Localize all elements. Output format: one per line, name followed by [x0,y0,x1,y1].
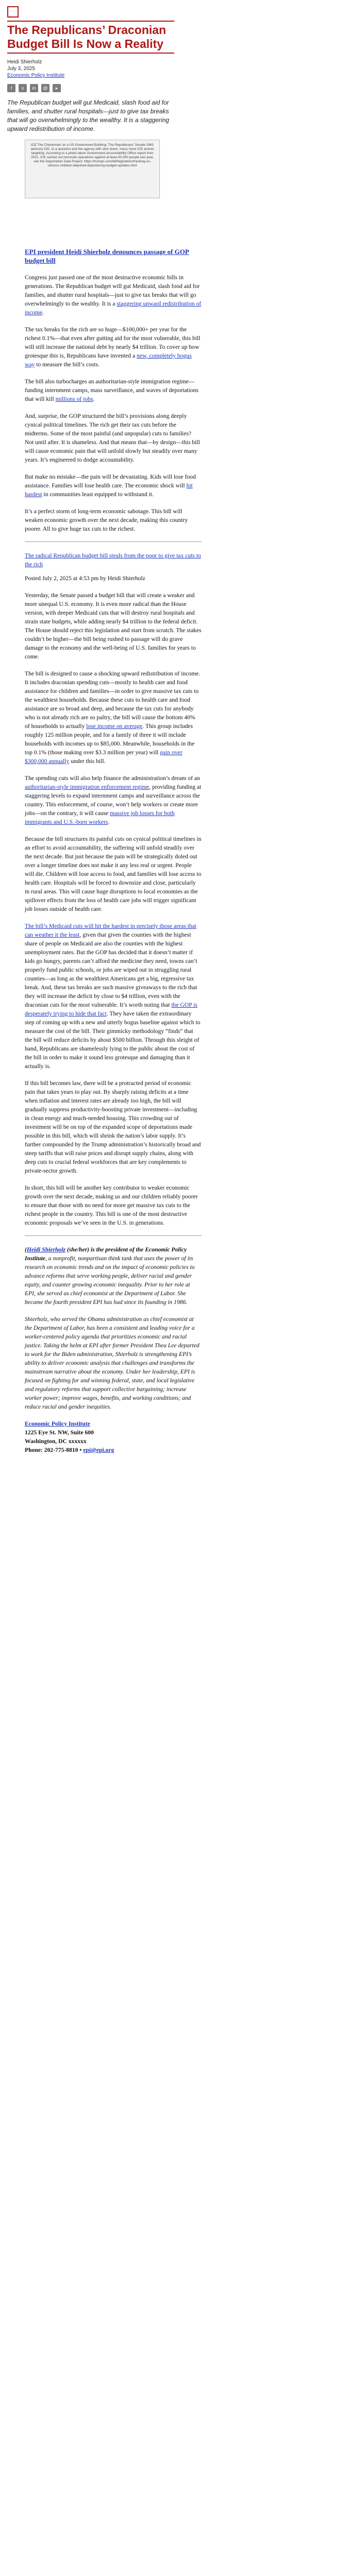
inline-link[interactable]: massive job losses for both immigrants and U.S.-born workers [25,810,175,825]
divider [25,541,202,542]
contact-block [25,1419,202,1454]
paragraph: In short, this bill will be another key contributor to weaker economic growth over the next decade, making us and our children reliably poorer to ensure that those with no need for more get massive tax cuts to the richest people in the country. This bill is one of the most destructive economic proposals we’ve seen in the U.S. in generations. [25,1184,198,1226]
headline[interactable]: The Republicans’ Draconian Budget Bill Is Now a Reality [7,21,174,54]
inline-link[interactable]: authoritarian-style immigration enforcement regime [25,784,150,790]
publish-date: July 3, 2025 [7,66,35,72]
inline-link[interactable]: the GOP is desperately trying to hide that fact [25,1002,198,1017]
contact-address-line: 1225 Eye St. NW, Suite 600 [25,1429,94,1436]
photo-caption: ICE The Checkmark on a US Government Building: The Republicans' Senate SMS advisory ICE, to a question and the agency with shut down, many more ICE arrests targeting. According to a photo taken Government accountability Office report from 2021. ICE carried out removals operations against at least 60,000 people last year, see the Deportation Data Project: https://trumps.com/bill/legislation/tracking-us-citizens-children-deported-deported-by-budget-updates.html [30,143,154,167]
paragraph: The bill is designed to cause a shocking upward redistribution of income. It includes draconian spending cuts—mostly to health care and food assistance for children and families—in order to give massive tax cuts to the wealthiest households. Because these cuts to health care and food assistance are so broad and deep, and because the tax cuts for anybody who is not already rich are so paltry, the bill will cause the bottom 40% of households to actually lose income on average. This group includes roughly 125 million people, and for a family of three it will include households with incomes up to $85,000. Meanwhile, households in the top 0.1% (those making over $3.3 million per year) will gain over $300,000 annually under this bill. [25,670,201,765]
article-body [25,247,202,1463]
email-icon[interactable]: @ [41,84,50,92]
article-deck: The Republican budget will gut Medicaid, slash food aid for families, and shutter rural hospitals—just to give tax breaks that will go overwhelmingly to the wealthy. It is a staggering upward redistribution of income. [7,99,169,132]
paragraph: But make no mistake—the pain will be devastating. Kids will lose food assistance. Families will lose health care. The economic shock will hit hardest in communities least equipped to withstand it. [25,473,196,498]
author-bio-continued: Shierholz, who served the Obama administration as chief economist at the Department of Labor, has been a consistent and leading voice for a worker-centered policy agenda that prioritizes economic and racial justice. Taking the helm at EPI after former President Thea Lee departed to work for the Biden administration, Shierholz is strengthening EPI’s ability to deliver economic analysis that challenges and transforms the mainstream narrative about the economy. Under her leadership, EPI is focused on fighting for and winning federal, state, and local legislative and regulatory reforms that support collective bargaining; increase worker power; improve wages, benefits, and working conditions; and reduce racial and gender inequities. [25,1316,200,1410]
inline-link[interactable]: millions of jobs [55,396,93,402]
paragraph: The tax breaks for the rich are so huge—$100,000+ per year for the richest 0.1%—that even after gutting aid for the most vulnerable, this bill will still increase the national debt by nearly $4 trillion. To cover up how grotesque this is, Republicans have invented a new, completely bogus way to measure the bill’s costs. [25,326,201,368]
inline-link[interactable]: hit hardest [25,482,193,498]
inline-link[interactable]: gain over $300,000 annually [25,749,183,765]
linkedin-icon[interactable]: in [30,84,38,92]
posted-line: Posted July 2, 2025 at 4:53 pm by Heidi Shierholz [25,575,145,582]
org-link[interactable]: Economic Policy Institute [7,73,65,78]
inline-link[interactable]: new, completely bogus way [25,352,192,368]
paragraph: The spending cuts will also help finance the administration’s dream of an authoritarian-style immigration enforcement regime, providing funding at staggering levels to expand internment camps and surveillance across the country. This enforcement, of course, won’t help workers or create more jobs—on the contrary, it will cause massive job losses for both immigrants and U.S.-born workers. [25,775,202,825]
inline-link[interactable]: staggering upward redistribution of income [25,300,202,316]
paragraph: Yesterday, the Senate passed a budget bill that will create a weaker and more unequal U.S. economy. It is even more radical than the House version, with deeper Medicaid cuts that will destroy rural hospitals and strain state budgets, while adding nearly $4 trillion to the federal deficit. The House should reject this legislation and start from scratch. The stakes couldn’t be higher—the bill being rushed to passage will do grave damage to the economy and the well-being of U.S. families for years to come. [25,592,202,660]
paragraph: And, surprise, the GOP structured the bill’s provisions along deeply cynical political timelines. The rich get their tax cuts before the midterms. Some of the most painful (and unpopular) cuts to families? Not until after. It is shameless. And that means that—by design—this bill will cause economic pain that will unfold slowly but steadily over many years. It’s engineered to dodge accountability. [25,413,200,463]
share-icon[interactable]: ▸ [53,84,61,92]
masthead-logo[interactable] [7,6,19,18]
author-name: Heidi Shierholz [7,59,42,65]
lead-article-link-wrap [25,247,202,265]
x-icon[interactable]: x [19,84,27,92]
contact-email-link[interactable]: epi@epi.org [83,1447,114,1453]
share-icons [7,84,174,92]
divider [25,1235,202,1236]
second-article-link-wrap [25,551,202,569]
paragraph: If this bill becomes law, there will be a protracted period of economic pain that takes years to play out. By sharply raising deficits at a time when inflation and interest rates are already too high, the bill will gradually suppress productivity-boosting private investment—including in clean energy and much-needed housing. This crowding out of investment will be on top of the expanded scope of deportations made possible in this bill, which will shrink the nation’s labor supply. It’s further compounded by the Trump administration’s historically broad and steep tariffs that will raise prices and disrupt supply chains, along with deep cuts to crucial federal workforces that are key complements to private-sector growth. [25,1080,201,1174]
lead-article-link[interactable]: EPI president Heidi Shierholz denounces passage of GOP budget bill [25,248,189,264]
paragraph: Because the bill structures its painful cuts on cynical political timelines in an effort to avoid accountability, the suffering will unfold steadily over the next decade. But just because the pain will be strategically doled out over a longer timeline does not make it any less real or urgent. People will die. Children will lose access to food, and families will lose access to health care. Hospitals will be forced to downsize and close, particularly in rural areas. This will cause huge disruptions to local economies as the spillover effects from the loss of health care jobs will trigger significant job losses outside of health care. [25,836,202,912]
facebook-icon[interactable]: f [7,84,15,92]
paragraph: The bill also turbocharges an authoritarian-style immigration regime—funding internment camps, mass surveillance, and waves of deportations that will kill millions of jobs. [25,378,199,402]
inline-link[interactable]: The bill’s Medicaid cuts will hit the hardest in precisely those areas that can weather it the least [25,923,196,938]
paragraph: The bill’s Medicaid cuts will hit the hardest in precisely those areas that can weather it the least, given that given the counties with the highest share of people on Medicaid are also the counties with the highest unemployment rates. But the GOP has decided that it doesn’t matter if kids go hungry, parents can’t afford the medicine they need, towns can’t properly fund public schools, or jobs are wiped out in struggling rural counties—as long as the wealthiest Americans get a big, regressive tax break. And, these tax breaks are such massive giveaways to the rich that they will increase the deficit by close to $4 trillion, even with the draconian cuts for the most vulnerable. It’s worth noting that the GOP is desperately trying to hide that fact. They have taken the extraordinary step of coming up with a new and utterly bogus baseline against which to measure the cost of the bill. Their gimmicky methodology “finds” that the bill will reduce deficits by about $500 billion. Through this sleight of hand, Republicans are shamelessly lying to the public about the cost of the bill in order to make it sound less grotesque and damaging than it actually is. [25,923,201,1070]
article-header [7,6,174,198]
byline [7,59,174,79]
inline-link[interactable]: lose income on average [86,723,143,730]
article-photo [25,140,160,198]
contact-phone: Phone: 202-775-8810 • [25,1447,84,1453]
contact-address-line: Washington, DC xxxxxx [25,1438,87,1445]
paragraph: Congress just passed one of the most destructive economic bills in generations. The Republican budget will gut Medicaid, slash food aid for families, and shutter rural hospitals—just to give tax breaks that will go overwhelmingly to the wealthy. It is a staggering upward redistribution of income. [25,274,202,316]
contact-org-link[interactable]: Economic Policy Institute [25,1420,90,1427]
author-bio: (Heidi Shierholz (she/her) is the president of the Economic Policy Institute, a nonprofit, nonpartisan think tank that uses the power of its research on economic trends and on the impact of economic policies to advance reforms that serve working people, deliver racial and gender equity, and counter growing economic inequality. Prior to her role at EPI, she served as chief economist at the Department of Labor. She became the fourth president EPI has had since its founding in 1986. [25,1246,195,1306]
second-article-link[interactable]: The radical Republican budget bill steals from the poor to give tax cuts to the rich [25,552,201,568]
author-bio-link[interactable]: Heidi Shierholz [26,1246,65,1253]
paragraph: It’s a perfect storm of long-term economic sabotage. This bill will weaken economic growth over the next decade, making this country poorer. All to give huge tax cuts to the richest. [25,508,188,532]
